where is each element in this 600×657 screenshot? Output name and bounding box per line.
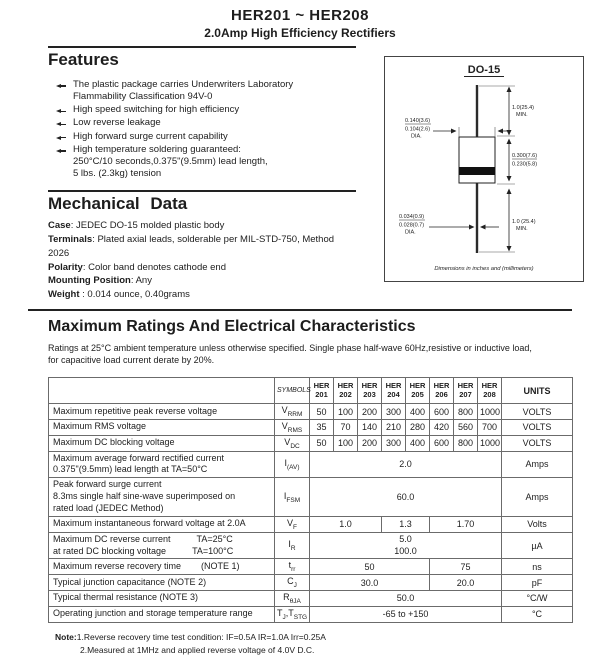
header-part: HER 206 [430,378,454,404]
ratings-section [0,318,600,366]
header-empty [49,378,275,404]
value-cell: 100 [334,404,358,420]
footnotes [55,631,600,657]
arrow-up-icon [507,139,512,145]
mechanical-row: Mounting Position: Any [48,275,152,287]
mechanical-rows [48,219,356,302]
arrow-up-icon [507,87,512,93]
list-item [56,104,356,116]
mechanical-row: Case: JEDEC DO-15 molded plastic body [48,220,225,232]
value-cell: 400 [406,404,430,420]
symbol-cell: $I_R$ [275,532,310,559]
list-item [56,131,356,143]
feature-text: The plastic package carries Underwriters Laboratory Flammability Classification 94V-0 [73,79,294,103]
symbol-cell: $V_{DC}$ [275,435,310,451]
symbol-cell: $V_F$ [275,516,310,532]
unit-cell: VOLTS [502,435,573,451]
value-cell: 420 [430,419,454,435]
dim-label: 0.140(3.6) [405,118,431,124]
footnote-line: 2.Measured at 1MHz and applied reverse voltage of 4.0V D.C. [80,644,315,655]
arrow-bullet-icon [56,121,66,127]
mechanical-section [48,190,356,302]
symbol-cell: $T_J,T_{STG}$ [275,606,310,622]
dim-label: 0.230(5.8) [512,161,538,168]
dim-label: 0.028(0.7) [399,222,425,229]
arrow-bullet-icon [56,148,66,154]
header-part: HER 201 [310,378,334,404]
unit-cell: °C/W [502,591,573,607]
value-cell: 800 [454,435,478,451]
unit-cell: VOLTS [502,404,573,420]
dim-label: DIA. [405,229,416,236]
package-name-label: DO-15 [467,64,501,76]
package-outline-box [384,56,584,282]
feature-text: High speed switching for high efficiency [73,104,240,116]
table-row [49,532,573,559]
ratings-table [48,377,573,623]
value-cell: 50.0 [310,591,502,607]
diode-body [459,137,495,183]
value-cell: 700 [478,419,502,435]
symbol-cell: $t_{rr}$ [275,559,310,575]
mechanical-rule [48,190,356,192]
symbol-cell: $I_{FSM}$ [275,478,310,517]
value-cell: 210 [382,419,406,435]
table-row [49,451,573,478]
value-cell: 300 [382,404,406,420]
param-cell: Maximum RMS voltage [49,419,275,435]
arrow-up-icon [507,189,512,195]
dim-label: 0.104(2.6) [405,126,431,133]
table-row [49,419,573,435]
table-header-row [49,378,573,404]
value-cell: 75 [430,559,502,575]
symbol-cell: $C_J$ [275,575,310,591]
unit-cell: pF [502,575,573,591]
page-title: HER201 ~ HER208 [231,7,369,24]
symbol-cell: $R_{\theta JA}$ [275,591,310,607]
feature-text: Low reverse leakage [73,117,161,129]
arrow-bullet-icon [56,108,66,114]
param-cell: Operating junction and storage temperature range [49,606,275,622]
mechanical-row: Polarity: Color band denotes cathode end [48,261,226,273]
list-item [56,79,356,103]
value-cell: 30.0 [310,575,430,591]
value-cell: 50 [310,435,334,451]
unit-cell: VOLTS [502,419,573,435]
header-symbols: SYMBOLS [275,378,310,404]
ratings-table-wrap [48,377,600,623]
list-item [56,117,356,129]
mechanical-heading: Mechanical Data [48,194,188,214]
value-cell: 100 [334,435,358,451]
value-cell: 600 [430,435,454,451]
feature-text: High temperature soldering guaranteed: 250°C/10 seconds,0.375"(9.5mm) lead length, 5 lbs. (2.3kg) tension [73,143,268,180]
symbol-cell: $V_{RRM}$ [275,404,310,420]
list-item [56,144,356,180]
features-heading: Features [48,50,119,69]
table-row [49,478,573,517]
header-part: HER 203 [358,378,382,404]
param-cell: Typical junction capacitance (NOTE 2) [49,575,275,591]
dim-label: MIN. [516,226,528,232]
document-header [0,0,600,40]
value-cell: 1000 [478,435,502,451]
arrow-bullet-icon [56,135,66,141]
do15-package-diagram [385,57,583,281]
dim-label: 0.034(0.9) [399,214,425,220]
unit-cell: °C [502,606,573,622]
param-cell: Maximum repetitive peak reverse voltage [49,404,275,420]
value-cell: 600 [430,404,454,420]
header-part: HER 202 [334,378,358,404]
header-units: UNITS [502,378,573,404]
arrow-down-icon [507,246,512,252]
param-cell: Maximum reverse recovery time (NOTE 1) [49,559,275,575]
value-cell: 50 [310,559,430,575]
top-columns [0,46,600,302]
dim-label: DIA. [411,133,422,140]
table-row [49,591,573,607]
table-row [49,575,573,591]
dim-label: MIN. [516,112,528,118]
table-row [49,516,573,532]
value-cell: 1000 [478,404,502,420]
value-cell: 200 [358,435,382,451]
diagram-caption: Dimensions in inches and (millimeters) [434,266,534,272]
value-cell: 1.70 [430,516,502,532]
header-part: HER 205 [406,378,430,404]
value-cell: 2.0 [310,451,502,478]
dim-label: 0.300(7.6) [512,153,538,159]
value-cell: 800 [454,404,478,420]
value-cell: 200 [358,404,382,420]
header-part: HER 208 [478,378,502,404]
dim-label: 1.0 (25.4) [512,219,536,225]
header-part: HER 204 [382,378,406,404]
value-cell: -65 to +150 [310,606,502,622]
param-cell: Maximum DC blocking voltage [49,435,275,451]
table-row [49,606,573,622]
footnote-line: Note:1.Reverse recovery time test condition: IF=0.5A IR=1.0A Irr=0.25A [55,631,326,642]
mechanical-row: Terminals: Plated axial leads, solderable per MIL-STD-750, Method 2026 [48,234,335,259]
cathode-band [459,167,495,175]
value-cell: 1.3 [382,516,430,532]
ratings-heading: Maximum Ratings And Electrical Characteristics [48,317,416,335]
unit-cell: Amps [502,451,573,478]
param-cell: Maximum average forward rectified current 0.375"(9.5mm) lead length at TA=50°C [49,451,275,478]
features-list [48,79,356,180]
section-divider [28,309,572,311]
right-column [384,56,584,302]
arrow-right-icon [451,129,457,134]
value-cell: 560 [454,419,478,435]
param-cell: Maximum instantaneous forward voltage at 2.0A [49,516,275,532]
ratings-intro: Ratings at 25°C ambient temperature unless otherwise specified. Single phase half-wave 60Hz,resistive or inductive load, for capacitive load current derate by 20%. [48,342,532,365]
left-column [48,46,356,302]
value-cell: 70 [334,419,358,435]
unit-cell: µA [502,532,573,559]
feature-text: High forward surge current capability [73,130,228,142]
unit-cell: Volts [502,516,573,532]
table-row [49,435,573,451]
arrow-bullet-icon [56,83,66,89]
value-cell: 5.0 100.0 [310,532,502,559]
value-cell: 280 [406,419,430,435]
arrow-down-icon [507,176,512,182]
table-row [49,404,573,420]
value-cell: 35 [310,419,334,435]
arrow-left-icon [498,129,504,134]
arrow-right-icon [469,225,475,230]
page-subtitle: 2.0Amp High Efficiency Rectifiers [204,26,396,40]
param-cell: Peak forward surge current 8.3ms single half sine-wave superimposed on rated load (JEDEC Method) [49,478,275,517]
mechanical-row: Weight : 0.014 ounce, 0.40grams [48,289,190,301]
unit-cell: ns [502,559,573,575]
symbol-cell: $V_{RMS}$ [275,419,310,435]
value-cell: 1.0 [310,516,382,532]
value-cell: 300 [382,435,406,451]
symbol-cell: $I_{(AV)}$ [275,451,310,478]
param-cell: Maximum DC reverse current TA=25°C at rated DC blocking voltage TA=100°C [49,532,275,559]
param-cell: Typical thermal resistance (NOTE 3) [49,591,275,607]
features-rule [48,46,356,48]
value-cell: 400 [406,435,430,451]
value-cell: 50 [310,404,334,420]
value-cell: 20.0 [430,575,502,591]
unit-cell: Amps [502,478,573,517]
value-cell: 140 [358,419,382,435]
dim-label: 1.0(25.4) [512,105,535,111]
arrow-left-icon [480,225,486,230]
header-part: HER 207 [454,378,478,404]
table-row [49,559,573,575]
value-cell: 60.0 [310,478,502,517]
